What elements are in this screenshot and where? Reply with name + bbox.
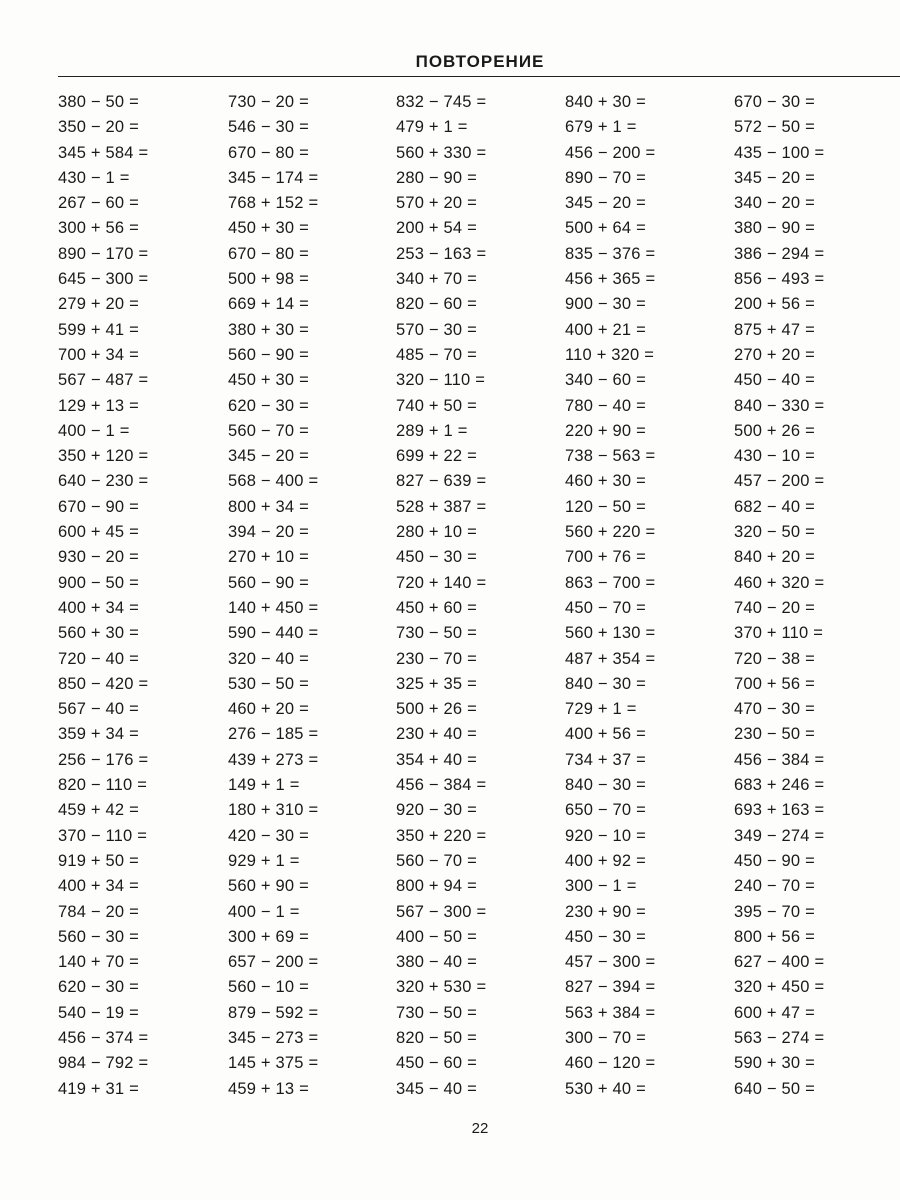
exercise-item: 670 − 80 = [228, 143, 309, 162]
exercise-item: 380 + 30 = [228, 320, 309, 339]
exercise-item: 230 + 90 = [565, 902, 646, 921]
exercise-item: 345 − 40 = [396, 1079, 477, 1098]
exercise-item: 720 − 38 = [734, 649, 815, 668]
page-number: 22 [471, 1120, 489, 1137]
exercise-item: 560 − 90 = [228, 345, 309, 364]
exercise-item: 400 − 50 = [396, 927, 477, 946]
exercise-item: 400 − 1 = [228, 902, 300, 921]
exercise-item: 840 + 30 = [565, 93, 646, 111]
exercise-item: 563 − 274 = [734, 1028, 825, 1047]
exercise-item: 320 − 50 = [734, 523, 815, 542]
exercise-item: 590 − 440 = [228, 624, 319, 643]
exercise-item: 679 + 1 = [565, 118, 637, 137]
exercise-item: 450 + 30 = [228, 371, 309, 390]
exercise-item: 120 − 50 = [565, 497, 646, 516]
exercise-item: 560 + 130 = [565, 624, 656, 643]
exercise-column-1 [58, 90, 148, 1102]
exercise-item: 600 + 45 = [58, 523, 139, 542]
exercise-item: 500 + 26 = [396, 700, 477, 719]
exercise-item: 456 − 384 = [734, 750, 825, 769]
exercise-item: 280 + 10 = [396, 523, 477, 542]
exercise-item: 430 − 10 = [734, 447, 815, 466]
exercise-item: 450 − 30 = [565, 927, 646, 946]
exercise-item: 487 + 354 = [565, 649, 656, 668]
exercise-item: 820 − 50 = [396, 1028, 477, 1047]
exercise-item: 400 + 56 = [565, 725, 646, 744]
exercise-column-5 [734, 90, 824, 1102]
exercise-item: 149 + 1 = [228, 776, 300, 795]
exercise-item: 645 − 300 = [58, 270, 149, 289]
exercise-item: 890 − 70 = [565, 168, 646, 187]
exercise-item: 300 + 69 = [228, 927, 309, 946]
exercise-item: 320 + 530 = [396, 978, 487, 997]
exercise-item: 856 − 493 = [734, 270, 825, 289]
exercise-item: 460 − 120 = [565, 1054, 656, 1073]
exercise-item: 627 − 400 = [734, 953, 825, 972]
exercise-item: 230 + 40 = [396, 725, 477, 744]
exercise-column-3 [396, 90, 486, 1102]
exercise-item: 145 + 375 = [228, 1054, 319, 1073]
exercise-item: 350 + 120 = [58, 447, 149, 466]
exercise-item: 470 − 30 = [734, 700, 815, 719]
exercise-item: 457 − 200 = [734, 472, 825, 491]
exercise-item: 570 − 30 = [396, 320, 477, 339]
exercise-item: 450 − 40 = [734, 371, 815, 390]
exercise-item: 730 − 50 = [396, 624, 477, 643]
exercise-item: 359 + 34 = [58, 725, 139, 744]
exercise-item: 325 + 35 = [396, 674, 477, 693]
exercise-item: 460 + 320 = [734, 573, 825, 592]
exercise-item: 620 − 30 = [58, 978, 139, 997]
exercise-item: 386 − 294 = [734, 244, 825, 263]
exercise-item: 528 + 387 = [396, 497, 487, 516]
exercise-item: 720 − 40 = [58, 649, 139, 668]
exercise-item: 485 − 70 = [396, 345, 477, 364]
exercise-item: 456 + 365 = [565, 270, 656, 289]
exercise-item: 879 − 592 = [228, 1003, 319, 1022]
exercise-item: 840 − 330 = [734, 396, 825, 415]
exercise-item: 230 − 50 = [734, 725, 815, 744]
exercise-item: 840 + 20 = [734, 548, 815, 567]
exercise-item: 200 + 56 = [734, 295, 815, 314]
exercise-item: 683 + 246 = [734, 776, 825, 795]
exercise-item: 546 − 30 = [228, 118, 309, 137]
exercise-item: 720 + 140 = [396, 573, 487, 592]
exercise-item: 827 − 639 = [396, 472, 487, 491]
exercise-item: 570 + 20 = [396, 194, 477, 213]
exercise-item: 738 − 563 = [565, 447, 656, 466]
exercise-item: 919 + 50 = [58, 851, 139, 870]
exercise-item: 560 − 10 = [228, 978, 309, 997]
exercise-item: 500 + 64 = [565, 219, 646, 238]
exercise-item: 270 + 10 = [228, 548, 309, 567]
exercise-item: 863 − 700 = [565, 573, 656, 592]
exercise-item: 500 + 26 = [734, 421, 815, 440]
exercise-item: 320 + 450 = [734, 978, 825, 997]
exercise-item: 620 − 30 = [228, 396, 309, 415]
exercise-item: 456 − 200 = [565, 143, 656, 162]
exercise-item: 256 − 176 = [58, 750, 149, 769]
exercise-item: 180 + 310 = [228, 801, 319, 820]
exercise-item: 450 − 30 = [396, 548, 477, 567]
exercise-column-2 [228, 90, 318, 1102]
exercise-item: 340 + 70 = [396, 270, 477, 289]
exercise-item: 670 − 80 = [228, 244, 309, 263]
exercise-item: 460 + 20 = [228, 700, 309, 719]
exercise-item: 900 − 30 = [565, 295, 646, 314]
exercise-item: 345 − 273 = [228, 1028, 319, 1047]
exercise-item: 560 − 90 = [228, 573, 309, 592]
exercise-item: 700 + 76 = [565, 548, 646, 567]
exercise-item: 345 − 20 = [565, 194, 646, 213]
exercise-item: 730 − 50 = [396, 1003, 477, 1022]
exercise-item: 560 − 70 = [396, 851, 477, 870]
exercise-item: 500 + 98 = [228, 270, 309, 289]
exercise-item: 840 − 30 = [565, 776, 646, 795]
exercise-item: 456 − 384 = [396, 776, 487, 795]
exercise-item: 420 − 30 = [228, 826, 309, 845]
exercise-item: 456 − 374 = [58, 1028, 149, 1047]
exercise-item: 267 − 60 = [58, 194, 139, 213]
exercise-item: 350 − 20 = [58, 118, 139, 137]
exercise-item: 435 − 100 = [734, 143, 825, 162]
exercise-item: 419 + 31 = [58, 1079, 139, 1098]
exercise-item: 729 + 1 = [565, 700, 637, 719]
exercise-item: 459 + 13 = [228, 1079, 309, 1098]
exercise-item: 900 − 50 = [58, 573, 139, 592]
exercise-item: 560 + 330 = [396, 143, 487, 162]
exercise-item: 930 − 20 = [58, 548, 139, 567]
exercise-item: 590 + 30 = [734, 1054, 815, 1073]
exercise-item: 300 + 56 = [58, 219, 139, 238]
exercise-item: 540 − 19 = [58, 1003, 139, 1022]
exercise-item: 699 + 22 = [396, 447, 477, 466]
exercise-item: 920 − 30 = [396, 801, 477, 820]
exercise-item: 929 + 1 = [228, 851, 300, 870]
exercise-item: 457 − 300 = [565, 953, 656, 972]
exercise-item: 827 − 394 = [565, 978, 656, 997]
exercise-item: 320 − 40 = [228, 649, 309, 668]
exercise-item: 345 − 20 = [734, 168, 815, 187]
exercise-item: 768 + 152 = [228, 194, 319, 213]
exercise-item: 345 + 584 = [58, 143, 149, 162]
exercise-item: 400 + 92 = [565, 851, 646, 870]
exercise-item: 530 − 50 = [228, 674, 309, 693]
exercise-item: 734 + 37 = [565, 750, 646, 769]
exercise-item: 984 − 792 = [58, 1054, 149, 1073]
exercise-item: 640 − 230 = [58, 472, 149, 491]
exercise-item: 800 + 34 = [228, 497, 309, 516]
exercise-item: 820 − 60 = [396, 295, 477, 314]
exercise-item: 600 + 47 = [734, 1003, 815, 1022]
exercise-item: 530 + 40 = [565, 1079, 646, 1098]
exercise-item: 350 + 220 = [396, 826, 487, 845]
exercise-item: 439 + 273 = [228, 750, 319, 769]
exercise-item: 563 + 384 = [565, 1003, 656, 1022]
exercise-item: 682 − 40 = [734, 497, 815, 516]
exercise-item: 567 − 300 = [396, 902, 487, 921]
exercise-item: 430 − 1 = [58, 168, 130, 187]
exercise-item: 400 + 34 = [58, 877, 139, 896]
exercise-item: 400 − 1 = [58, 421, 130, 440]
exercise-item: 784 − 20 = [58, 902, 139, 921]
exercise-item: 380 − 40 = [396, 953, 477, 972]
exercise-item: 340 − 60 = [565, 371, 646, 390]
exercise-item: 650 − 70 = [565, 801, 646, 820]
exercise-item: 200 + 54 = [396, 219, 477, 238]
exercise-item: 875 + 47 = [734, 320, 815, 339]
title-divider [58, 76, 900, 77]
exercise-item: 380 − 50 = [58, 93, 139, 111]
exercise-item: 220 + 90 = [565, 421, 646, 440]
exercise-item: 354 + 40 = [396, 750, 477, 769]
exercise-item: 740 − 20 = [734, 598, 815, 617]
exercise-item: 560 + 30 = [58, 624, 139, 643]
exercise-item: 394 − 20 = [228, 523, 309, 542]
exercise-item: 400 + 34 = [58, 598, 139, 617]
exercise-item: 276 − 185 = [228, 725, 319, 744]
exercise-item: 670 − 90 = [58, 497, 139, 516]
exercise-item: 460 + 30 = [565, 472, 646, 491]
exercise-item: 370 − 110 = [58, 826, 148, 845]
exercise-item: 345 − 20 = [228, 447, 309, 466]
exercise-item: 693 + 163 = [734, 801, 825, 820]
exercise-column-4 [565, 90, 655, 1102]
exercise-item: 280 − 90 = [396, 168, 477, 187]
exercise-item: 835 − 376 = [565, 244, 656, 263]
exercise-item: 560 − 30 = [58, 927, 139, 946]
exercise-item: 450 − 60 = [396, 1054, 477, 1073]
exercise-item: 820 − 110 = [58, 776, 148, 795]
exercise-item: 669 + 14 = [228, 295, 309, 314]
exercise-item: 140 + 450 = [228, 598, 319, 617]
exercise-item: 800 + 56 = [734, 927, 815, 946]
exercise-item: 730 − 20 = [228, 93, 309, 111]
exercise-item: 572 − 50 = [734, 118, 815, 137]
exercise-item: 345 − 174 = [228, 168, 319, 187]
exercise-item: 560 + 220 = [565, 523, 656, 542]
exercise-item: 740 + 50 = [396, 396, 477, 415]
exercise-item: 800 + 94 = [396, 877, 477, 896]
exercise-item: 230 − 70 = [396, 649, 477, 668]
exercise-item: 289 + 1 = [396, 421, 468, 440]
exercise-item: 479 + 1 = [396, 118, 468, 137]
exercise-item: 300 − 70 = [565, 1028, 646, 1047]
exercise-item: 567 − 487 = [58, 371, 149, 390]
exercise-item: 560 + 90 = [228, 877, 309, 896]
exercise-item: 300 − 1 = [565, 877, 637, 896]
exercise-item: 450 + 60 = [396, 598, 477, 617]
exercise-item: 700 + 56 = [734, 674, 815, 693]
exercise-item: 370 + 110 = [734, 624, 824, 643]
exercise-item: 567 − 40 = [58, 700, 139, 719]
exercise-item: 780 − 40 = [565, 396, 646, 415]
exercise-item: 657 − 200 = [228, 953, 319, 972]
exercise-item: 700 + 34 = [58, 345, 139, 364]
exercise-item: 380 − 90 = [734, 219, 815, 238]
exercise-item: 450 − 70 = [565, 598, 646, 617]
exercise-item: 349 − 274 = [734, 826, 825, 845]
exercise-item: 279 + 20 = [58, 295, 139, 314]
exercise-item: 850 − 420 = [58, 674, 149, 693]
exercise-item: 140 + 70 = [58, 953, 139, 972]
exercise-item: 270 + 20 = [734, 345, 815, 364]
exercise-item: 253 − 163 = [396, 244, 487, 263]
exercise-item: 840 − 30 = [565, 674, 646, 693]
exercise-item: 400 + 21 = [565, 320, 646, 339]
exercise-item: 129 + 13 = [58, 396, 139, 415]
exercise-item: 240 − 70 = [734, 877, 815, 896]
exercise-item: 568 − 400 = [228, 472, 319, 491]
exercise-columns [0, 90, 900, 1130]
exercise-item: 110 + 320 = [565, 345, 655, 364]
page-title: ПОВТОРЕНИЕ [415, 52, 545, 71]
exercise-item: 920 − 10 = [565, 826, 646, 845]
exercise-item: 450 − 90 = [734, 851, 815, 870]
exercise-item: 450 + 30 = [228, 219, 309, 238]
exercise-item: 320 − 110 = [396, 371, 486, 390]
exercise-item: 640 − 50 = [734, 1079, 815, 1098]
exercise-item: 340 − 20 = [734, 194, 815, 213]
exercise-item: 890 − 170 = [58, 244, 149, 263]
exercise-item: 459 + 42 = [58, 801, 139, 820]
exercise-item: 670 − 30 = [734, 93, 815, 111]
exercise-item: 832 − 745 = [396, 93, 487, 111]
exercise-item: 599 + 41 = [58, 320, 139, 339]
exercise-item: 395 − 70 = [734, 902, 815, 921]
exercise-item: 560 − 70 = [228, 421, 309, 440]
